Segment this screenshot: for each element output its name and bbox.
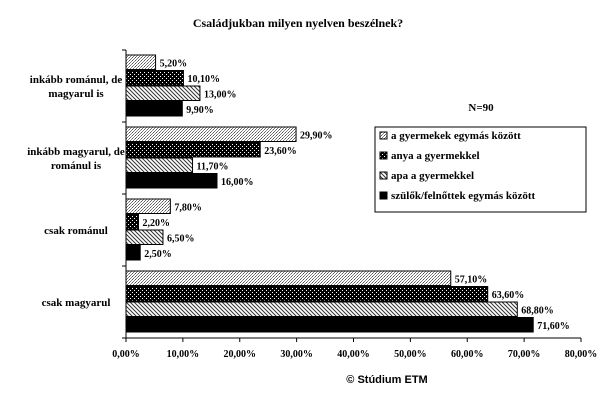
bar-1-0 xyxy=(126,127,296,142)
legend-swatch xyxy=(380,132,387,139)
x-tick-label: 50,00% xyxy=(394,349,427,360)
bar-2-0 xyxy=(126,199,170,214)
bar-0-1 xyxy=(126,71,183,86)
x-tick-label: 70,00% xyxy=(507,349,541,360)
sample-size-note: N=90 xyxy=(468,102,494,114)
data-label: 57,10% xyxy=(454,274,488,286)
category-label: inkább románul, de xyxy=(29,74,123,86)
x-tick-label: 10,00% xyxy=(166,349,200,360)
x-tick-label: 80,00% xyxy=(564,349,598,360)
legend-label: szülők/felnőttek egymás között xyxy=(391,190,536,202)
bar-0-3 xyxy=(126,102,182,117)
x-tick-label: 30,00% xyxy=(280,349,313,360)
legend-label: apa a gyermekkel xyxy=(391,170,475,182)
data-label: 29,90% xyxy=(300,130,333,142)
data-label: 2,50% xyxy=(144,249,172,260)
data-label: 71,60% xyxy=(537,321,570,332)
data-label: 11,70% xyxy=(196,161,229,173)
legend-swatch xyxy=(380,152,387,159)
data-label: 9,90% xyxy=(186,105,214,116)
category-label: csak magyarul xyxy=(41,297,111,309)
bar-2-2 xyxy=(126,230,163,245)
data-label: 68,80% xyxy=(521,305,554,317)
category-label: magyarul is xyxy=(48,88,104,100)
x-tick-label: 40,00% xyxy=(337,349,370,360)
x-tick-label: 20,00% xyxy=(223,349,256,360)
category-labels xyxy=(27,74,125,309)
x-tick-label: 0,00% xyxy=(112,349,140,360)
legend xyxy=(375,127,586,212)
data-label: 6,50% xyxy=(166,233,195,245)
legend-swatch xyxy=(380,172,387,179)
data-label: 10,10% xyxy=(187,74,220,85)
data-label: 23,60% xyxy=(264,146,297,157)
chart-title: Családjukban milyen nyelven beszélnek? xyxy=(192,16,404,30)
bar-0-0 xyxy=(126,55,156,70)
bar-1-2 xyxy=(126,158,193,173)
data-label: 16,00% xyxy=(221,177,254,188)
legend-label: a gyermekek egymás között xyxy=(391,130,521,142)
bar-1-3 xyxy=(126,174,217,189)
bar-1-1 xyxy=(126,143,260,158)
category-label: románul is xyxy=(50,160,102,172)
legend-swatch xyxy=(380,192,387,199)
category-label: csak románul xyxy=(44,225,108,237)
bar-2-1 xyxy=(126,215,139,230)
data-label: 2,20% xyxy=(142,218,171,229)
data-label: 13,00% xyxy=(203,89,237,101)
bar-3-2 xyxy=(126,302,517,317)
category-label: inkább magyarul, de xyxy=(27,146,125,158)
bar-2-3 xyxy=(126,246,140,261)
bar-3-0 xyxy=(126,271,451,286)
data-label: 5,20% xyxy=(159,58,188,70)
x-axis-ticks xyxy=(112,338,597,360)
bar-3-1 xyxy=(126,287,488,302)
legend-label: anya a gyermekkel xyxy=(391,150,480,162)
x-tick-label: 60,00% xyxy=(451,349,484,360)
data-label: 63,60% xyxy=(491,290,525,301)
bar-0-2 xyxy=(126,86,200,101)
y-axis-ticks xyxy=(122,50,126,338)
bar-3-3 xyxy=(126,318,533,333)
data-label: 7,80% xyxy=(174,202,202,214)
copyright-footer: © Stúdium ETM xyxy=(346,374,428,386)
